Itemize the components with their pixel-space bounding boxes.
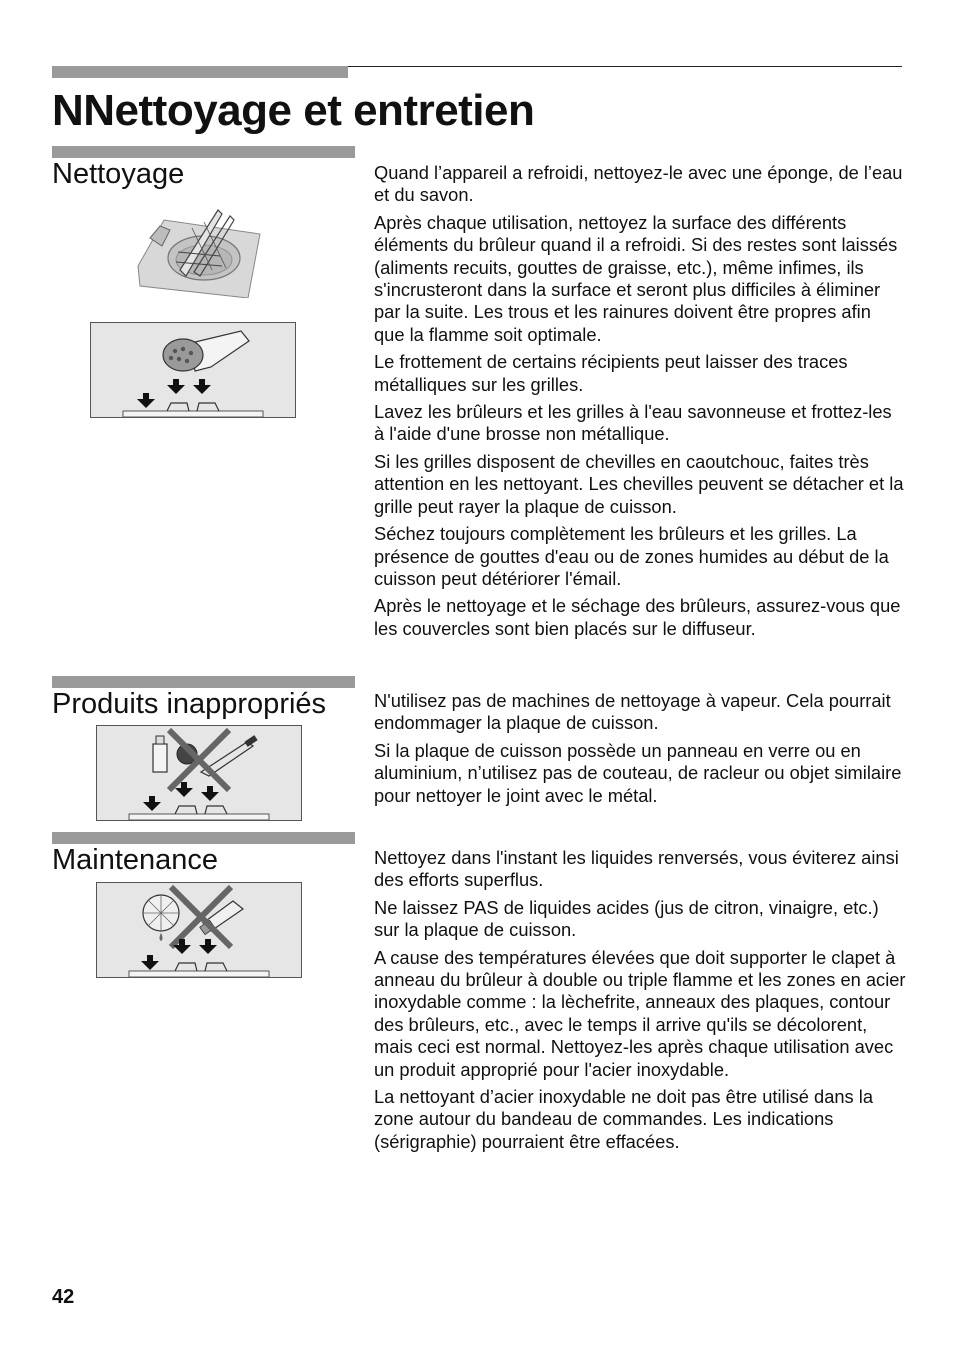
section-heading-maintenance: Maintenance [52, 844, 219, 876]
paragraph: Nettoyez dans l'instant les liquides renversés, vous éviterez ainsi des efforts superflus. [374, 847, 899, 891]
header-rule [348, 66, 902, 67]
nettoyage-body [374, 162, 906, 645]
section-heading-produits: Produits inappropriés [52, 688, 327, 720]
paragraph: A cause des températures élevées que doit supporter le clapet à anneau du brûleur à double ou triple flamme et les zones en acier inoxydable comme : la lèchefrite, anneaux des plaques, contour des brûleurs, etc., avec le temps il arrive qu'ils se décolorent, mais ceci est normal. Nettoyez-les après chaque utilisation avec un produit approprié pour l'acier inoxydable. [374, 946, 906, 1080]
paragraph: Lavez les brûleurs et les grilles à l'eau savonneuse et frottez-les à l'aide d'une brosse non métallique. [374, 401, 892, 445]
section-bar-produits [52, 676, 355, 688]
paragraph: Si les grilles disposent de chevilles en caoutchouc, faites très attention en les nettoyant. Les chevilles peuvent se détacher et la grille peut rayer la plaque de cuisson. [374, 450, 904, 517]
lemon-oil-crossed-icon [96, 882, 302, 978]
section-bar-nettoyage [52, 146, 355, 158]
paragraph: Quand l’appareil a refroidi, nettoyez-le avec une éponge, de l’eau et du savon. [374, 162, 903, 206]
section-bar-maintenance [52, 832, 355, 844]
page-number: 42 [52, 1286, 75, 1308]
paragraph: Après chaque utilisation, nettoyez la surface des différents éléments du brûleur quand il a refroidi. Si des restes sont laissés (aliments recuits, gouttes de graisse, etc.), même infimes, ils s'incrusteront dans la surface et seront plus difficiles à éliminer par la suite. Les trous et les rainures doivent être propres afin que la flamme soit optimale. [374, 211, 898, 345]
produits-body [374, 690, 906, 812]
paragraph: Après le nettoyage et le séchage des brûleurs, assurez-vous que les couvercles sont bien placés sur le diffuseur. [374, 595, 901, 639]
sink-icon [136, 206, 262, 298]
maintenance-body [374, 847, 906, 1158]
paragraph: Séchez toujours complètement les brûleurs et les grilles. La présence de gouttes d'eau ou de zones humides au début de la cuisson peut détériorer l'émail. [374, 523, 889, 589]
page-title: NNettoyage et entretien [52, 86, 535, 135]
paragraph: Le frottement de certains récipients peut laisser des traces métalliques sur les grilles. [374, 351, 848, 395]
sponge-hand-icon [90, 322, 296, 418]
header-bar [52, 66, 348, 78]
section-heading-nettoyage: Nettoyage [52, 158, 185, 190]
cleaner-knife-crossed-icon [96, 725, 302, 821]
paragraph: La nettoyant d’acier inoxydable ne doit pas être utilisé dans la zone autour du bandeau de commandes. Les indications (sérigraphie) pourraient être effacées. [374, 1086, 873, 1152]
paragraph: Ne laissez PAS de liquides acides (jus de citron, vinaigre, etc.) sur la plaque de cuisson. [374, 896, 879, 941]
paragraph: N'utilisez pas de machines de nettoyage à vapeur. Cela pourrait endommager la plaque de cuisson. [374, 690, 891, 734]
paragraph: Si la plaque de cuisson possède un panneau en verre ou en aluminium, n’utilisez pas de couteau, de racleur ou objet similaire pour nettoyer le joint avec le métal. [374, 739, 902, 806]
